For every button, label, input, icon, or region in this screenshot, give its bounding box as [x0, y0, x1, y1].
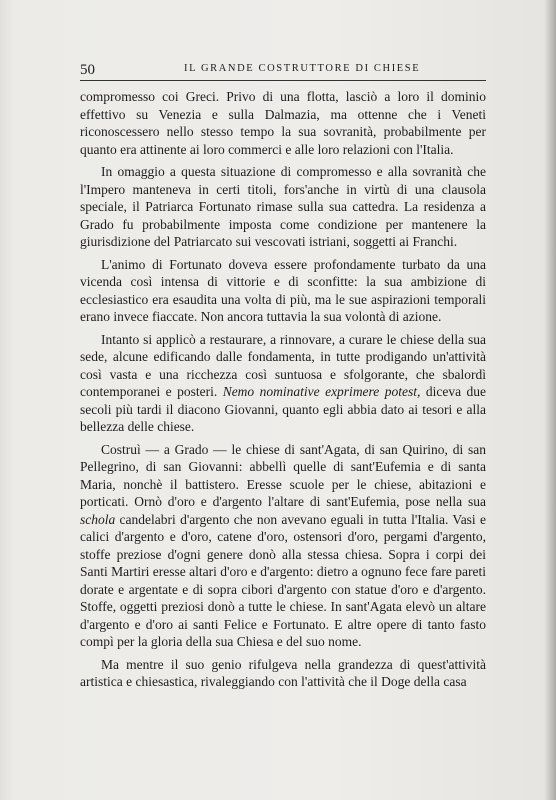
running-head: [80, 60, 486, 78]
paragraph-3: [80, 256, 486, 326]
paragraph-4: [80, 331, 486, 436]
paragraph-2-text: In omaggio a questa situazione di compromesso e alla sovranità che l'Impero manteneva in certi titoli, fors'anche in virtù di una clausola speciale, il Patriarca Fortunato rimase sulla sua cattedra. La residenza a Grado fu probabilmente imposta come condizione per mantenere la giurisdizione del Patriarcato sui vescovati istriani, soggetti ai Franchi.: [80, 164, 486, 249]
running-title: IL GRANDE COSTRUTTORE DI CHIESE: [184, 63, 421, 74]
latin-quote: Nemo nominative exprimere potest,: [222, 384, 421, 399]
paragraph-6: [80, 656, 486, 691]
page-edge-shadow: [544, 0, 556, 800]
paragraph-5: [80, 441, 486, 651]
paragraph-5-text-after: candelabri d'argento che non avevano eguali in tutta l'Italia. Vasi e calici d'argento e d'oro, catene d'oro, ostensori d'oro, pergami d'argento, stoffe preziose d'ogni genere donò alla stessa chiesa. Sopra i corpi dei Santi Martiri eresse altari d'oro e d'argento: dietro a ognuno fece fare pareti dorate e argentate e di sopra cibori d'argento con statue d'oro e d'argento. Stoffe, oggetti preziosi donò a tutte le chiese. In sant'Agata elevò un altare d'argento e d'oro ai santi Felice e Fortunato. E altre opere di tanto fasto compì per la gloria della sua Chiesa e del suo nome.: [80, 511, 486, 649]
paragraph-2: [80, 163, 486, 251]
paragraph-6-text: Ma mentre il suo genio rifulgeva nella grandezza di quest'attività artistica e chiesastica, rivaleggiando con l'attività che il Doge della casa: [80, 656, 486, 689]
paragraph-4-text-before: Intanto si applicò a restaurare, a rinnovare, a curare le chiese della sua sede, alcune edificando dalle fondamenta, in tutte prodigando un'attività così vasta e una ricchezza così suntuosa e sfolgorante, che sbalordì contemporanei e posteri.: [80, 331, 486, 399]
paragraph-1-text: compromesso coi Greci. Privo di una flotta, lasciò a loro il dominio effettivo su Venezia e sulla Dalmazia, ma ottenne che i Veneti riconoscessero nello stesso tempo la sua sovranità, probabilmente per quanto era attinente ai loro commerci e alle loro relazioni con l'Italia.: [80, 89, 486, 157]
paragraph-5-text-before: Costruì — a Grado — le chiese di sant'Agata, di san Quirino, di san Pellegrino, di san Giovanni: abbellì quelle di sant'Eufemia e di santa Maria, nonchè il battistero. Eresse scuole per le chiese, abitazioni e porticati. Ornò d'oro e d'argento l'altare di sant'Eufemia, pose nella sua: [80, 441, 486, 509]
paragraph-3-text: L'animo di Fortunato doveva essere profondamente turbato da una vicenda così intensa di vittorie e di sconfitte: la sua ambizione di ecclesiastico era esaudita una volta di più, ma le sue aspirazioni temporali erano invece fiaccate. Non ancora tuttavia la sua volontà di azione.: [80, 256, 486, 324]
header-rule: [80, 80, 486, 81]
schola-term: schola: [80, 511, 116, 527]
body-text: [80, 88, 486, 696]
paragraph-4-text-after: diceva due secoli più tardi il diacono Giovanni, quanto egli abbia dato ai tesori e alla bellezza delle chiese.: [80, 384, 486, 434]
page-number: 50: [80, 62, 95, 78]
paragraph-1: [80, 88, 486, 158]
